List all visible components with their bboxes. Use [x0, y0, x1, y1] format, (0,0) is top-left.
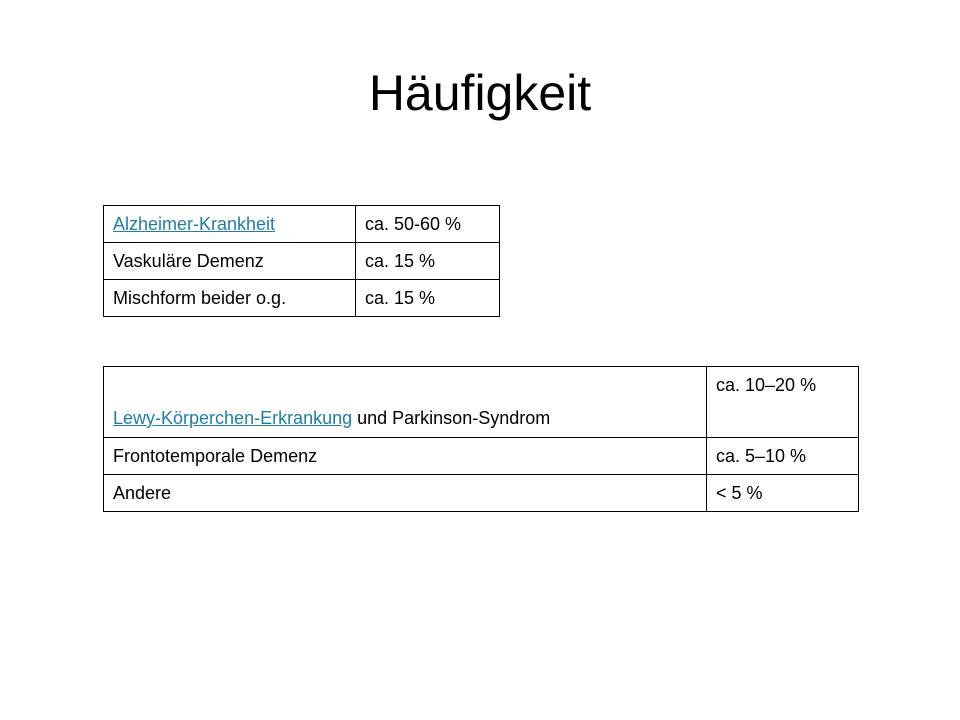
disease-name-cell: Vaskuläre Demenz: [104, 243, 356, 280]
table-row: [104, 367, 859, 438]
disease-name-cell: Mischform beider o.g.: [104, 280, 356, 317]
frequency-value-cell: ca. 10–20 %: [707, 367, 859, 438]
disease-name-suffix: und Parkinson-Syndrom: [352, 408, 551, 428]
frequency-table-secondary: [103, 366, 859, 512]
alzheimer-link[interactable]: Alzheimer-Krankheit: [113, 213, 276, 234]
table-row: [104, 243, 500, 280]
disease-name-cell: [104, 367, 707, 438]
frequency-value-cell: ca. 15 %: [356, 243, 500, 280]
disease-name-cell: Andere: [104, 475, 707, 512]
table-row: [104, 475, 859, 512]
table-row: [104, 206, 500, 243]
frequency-value-cell: < 5 %: [707, 475, 859, 512]
slide-title: Häufigkeit: [368, 65, 592, 121]
disease-name-cell: Frontotemporale Demenz: [104, 438, 707, 475]
frequency-table-primary: [103, 205, 500, 317]
frequency-value-cell: ca. 15 %: [356, 280, 500, 317]
table-row: [104, 280, 500, 317]
lewy-body-link[interactable]: Lewy-Körperchen-Erkrankung: [113, 408, 353, 428]
table-row: [104, 438, 859, 475]
frequency-value-cell: ca. 5–10 %: [707, 438, 859, 475]
disease-name-cell: [104, 206, 356, 243]
frequency-value-cell: ca. 50-60 %: [356, 206, 500, 243]
